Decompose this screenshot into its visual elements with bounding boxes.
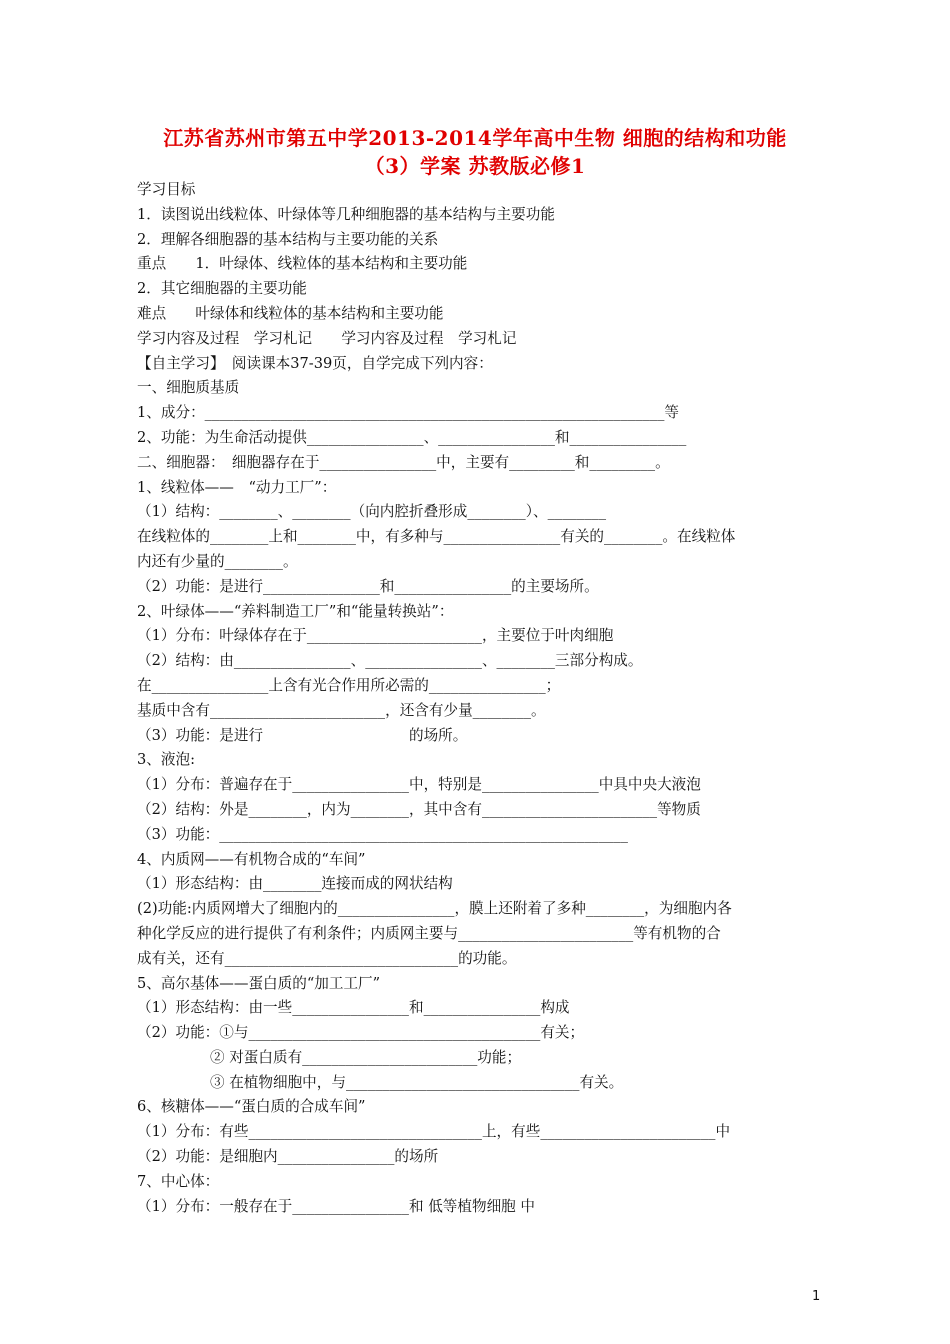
text-line: 成有关，还有________________________________的功能。	[137, 949, 517, 967]
text-line: 在线粒体的________上和________中，有多种与________________有关的________。在线粒体	[137, 528, 736, 546]
document-body	[137, 178, 827, 1219]
text-line: 7、中心体：	[137, 1172, 220, 1190]
text-line: 2．理解各细胞器的基本结构与主要功能的关系	[137, 230, 439, 248]
text-line: （2）功能：①与________________________________________有关；	[137, 1024, 585, 1042]
page-number: 1	[812, 1289, 821, 1304]
text-line: ③ 在植物细胞中，与________________________________有关。	[137, 1073, 624, 1091]
text-line: （1）分布：普遍存在于________________中，特别是________________中具中央大液泡	[137, 776, 701, 794]
text-line: 2、功能：为生命活动提供________________、________________和________________	[137, 428, 687, 446]
text-line: ② 对蛋白质有________________________功能；	[137, 1048, 522, 1066]
text-line: （1）形态结构：由________连接而成的网状结构	[137, 875, 453, 893]
text-line: （2）结构：外是________，内为________，其中含有________________________等物质	[137, 800, 701, 818]
text-line: （1）分布：有些________________________________上，有些________________________中	[137, 1123, 731, 1141]
text-line: 4、内质网——有机物合成的“车间”	[137, 850, 366, 868]
text-line: （2）功能：是进行________________和________________的主要场所。	[137, 577, 599, 595]
text-line: 【自主学习】 阅读课本37-39页，自学完成下列内容：	[137, 354, 493, 372]
text-line: （1）分布：叶绿体存在于________________________，主要位于叶肉细胞	[137, 627, 614, 645]
text-line: 在________________上含有光合作用所必需的________________；	[137, 676, 561, 694]
text-line: （3）功能：是进行 的场所。	[137, 726, 468, 744]
text-line: 难点 叶绿体和线粒体的基本结构和主要功能	[137, 304, 444, 322]
text-line: （1）分布：一般存在于________________和 低等植物细胞 中	[137, 1197, 536, 1215]
text-line: （1）形态结构：由一些________________和________________构成	[137, 999, 570, 1017]
text-line: 学习内容及过程 学习札记 学习内容及过程 学习札记	[137, 329, 517, 347]
text-line: 基质中含有________________________，还含有少量________。	[137, 701, 546, 719]
text-line: 重点 1．叶绿体、线粒体的基本结构和主要功能	[137, 255, 468, 273]
text-line: 1、线粒体—— “动力工厂”：	[137, 478, 337, 496]
text-line: 二、细胞器： 细胞器存在于________________中，主要有_________和_________。	[137, 453, 670, 471]
text-line: 2、叶绿体——“养料制造工厂”和“能量转换站”：	[137, 602, 454, 620]
text-line: 5、高尔基体——蛋白质的“加工工厂”	[137, 974, 381, 992]
text-line: （1）结构：________、________（向内腔折叠形成________）、________	[137, 503, 606, 521]
text-line: 2．其它细胞器的主要功能	[137, 280, 307, 298]
text-line: 3、液泡:	[137, 751, 195, 769]
text-line: 1．读图说出线粒体、叶绿体等几种细胞器的基本结构与主要功能	[137, 205, 555, 223]
text-line: 1、成分：_______________________________________________________________等	[137, 404, 679, 422]
text-line: 种化学反应的进行提供了有利条件；内质网主要与________________________等有机物的合	[137, 924, 721, 942]
text-line: 内还有少量的________。	[137, 552, 298, 570]
document-title-line-1: 江苏省苏州市第五中学2013-2014学年高中生物 细胞的结构和功能	[163, 126, 787, 150]
text-line: 学习目标	[137, 181, 196, 198]
text-line: (2)功能:内质网增大了细胞内的________________，膜上还附着了多种________，为细胞内各	[137, 900, 732, 918]
text-line: 一、细胞质基质	[137, 379, 240, 397]
text-line: （2）结构：由________________、________________、________三部分构成。	[137, 652, 643, 670]
text-line: （2）功能：是细胞内________________的场所	[137, 1148, 439, 1166]
text-line: 6、核糖体——“蛋白质的合成车间”	[137, 1098, 366, 1116]
document-title-line-2: （3）学案 苏教版必修1	[364, 154, 586, 178]
text-line: （3）功能：________________________________________________________	[137, 825, 628, 843]
